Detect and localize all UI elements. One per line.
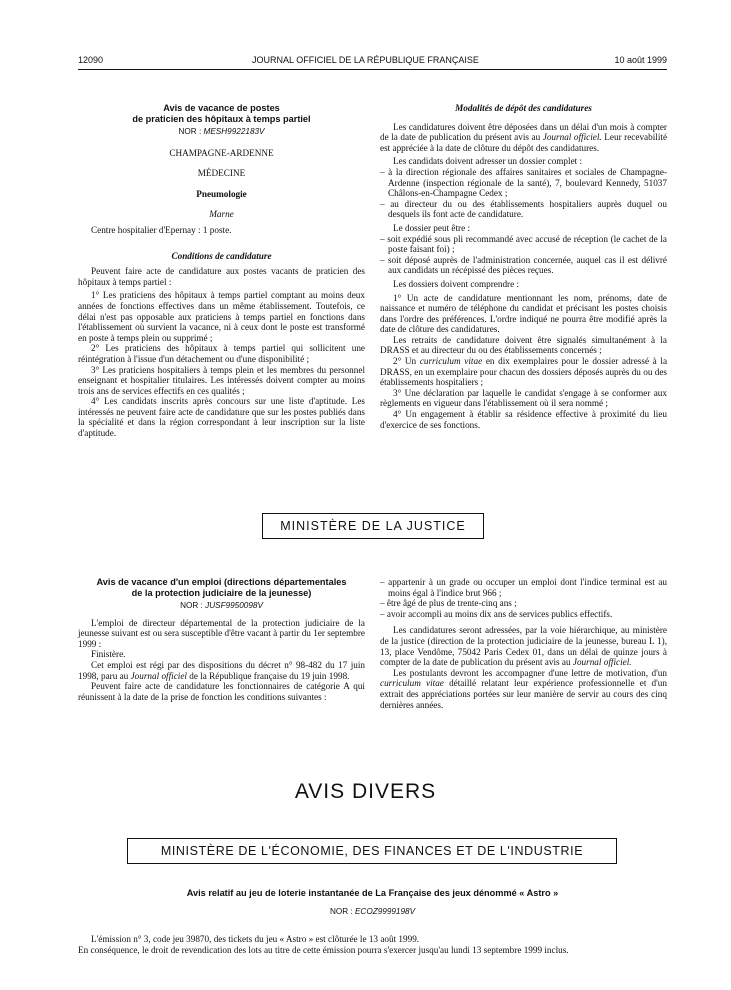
header-date: 10 août 1999 (614, 55, 667, 65)
emploi-condition-item: – appartenir à un grade ou occuper un emploi dont l'indice terminal est au moins égal à l'indice brut 966 ; (380, 577, 667, 598)
header-rule (78, 69, 667, 70)
avis-title-line1: Avis de vacance de postes (163, 103, 280, 113)
dossier-item-3: 3° Une déclaration par laquelle le candidat s'engage à se conformer aux règlements en vigueur dans l'établissement où il sera nommé ; (380, 387, 667, 409)
send-item: – soit expédié sous pli recommandé avec accusé de réception (le cachet de la poste faisant foi) ; (380, 234, 667, 255)
avis-emploi-section (78, 577, 365, 702)
emploi-decret: Cet emploi est régi par des dispositions du décret n° 98-482 du 17 juin 1998, paru au Journal officiel de la République française du 19 juin 1998. (78, 659, 365, 681)
condition-2: 2° Les praticiens des hôpitaux à temps partiel qui sollicitent une réintégration à l'issue d'un détachement ou d'une disponibilité ; (78, 343, 365, 364)
condition-1: 1° Les praticiens des hôpitaux à temps partiel comptant au moins deux années de fonctions effectives dans un même établissement. Toutefois, ce délai n'est pas opposable aux praticiens à temps partiel en fonctions dans l'établissement où survient la vacance, ni à ceux dont le poste est transformé en poste à temps plein ou supprimé ; (78, 290, 365, 343)
modalites-intro: Les candidatures doivent être déposées dans un délai d'un mois à compter de la date de publication du présent avis au Journal officiel. Leur recevabilité est appréciée à la date de clôture du dépôt des candidatures. (380, 121, 668, 153)
dossier-item-2: 2° Un curriculum vitae en dix exemplaires pour le dossier adressé à la DRASS, en un exemplaire pour chacun des dossiers déposés auprès du ou des établissements hospitaliers ; (380, 356, 668, 388)
nor-reference: NOR : MESH9922183V (178, 127, 265, 136)
emploi-conditions-intro: Peuvent faire acte de candidature les fonctionnaires de catégorie A qui réunissent à la date de la prise de fonction les conditions suivantes : (78, 681, 365, 702)
send-intro: Le dossier peut être : (393, 222, 471, 233)
page-number: 12090 (78, 55, 104, 65)
avis-emploi-title-line1: Avis de vacance d'un emploi (directions départementales (96, 577, 347, 587)
condition-3: 3° Les praticiens hospitaliers à temps plein et les membres du personnel enseignant et hospitalier titulaires. Les intéressés doivent compter au moins trois ans de services effectifs en ces qualités ; (78, 364, 365, 396)
address-item: – au directeur du ou des établissements hospitaliers auprès duquel ou desquels ils font acte de candidature. (380, 199, 667, 220)
astro-title: Avis relatif au jeu de loterie instantanée de La Française des jeux dénommé « Astro » (186, 888, 559, 898)
emploi-paragraph: L'emploi de directeur départemental de la protection judiciaire de la jeunesse suivant est ou sera susceptible d'être vacant à partir du 1er septembre 1999 : (78, 617, 365, 649)
discipline: MÉDECINE (197, 168, 246, 179)
emploi-postulants: Les postulants devront les accompagner d'une lettre de motivation, d'un curriculum vitae détaillé relatant leur expérience professionnelle et d'un extrait des appréciations portées sur leur manière de servir au cours des cinq dernières années. (380, 667, 667, 710)
astro-text (78, 934, 670, 955)
avis-praticien-section (78, 103, 365, 439)
ministere-justice-heading: MINISTÈRE DE LA JUSTICE (262, 513, 484, 539)
establishment: Centre hospitalier d'Epernay : 1 poste. (91, 224, 232, 235)
address-intro: Les candidats doivent adresser un dossier complet : (393, 156, 583, 167)
emploi-condition-item: – être âgé de plus de trente-cinq ans ; (380, 598, 667, 609)
astro-paragraph-1: L'émission n° 3, code jeu 39870, des tickets du jeu « Astro » est clôturée le 13 août 1999. (91, 934, 420, 944)
retraits-paragraph: Les retraits de candidature doivent être signalés simultanément à la DRASS et au directeur du ou des établissements concernés ; (380, 334, 667, 356)
journal-title: JOURNAL OFFICIEL DE LA RÉPUBLIQUE FRANÇAISE (252, 55, 479, 65)
emploi-condition-item: – avoir accompli au moins dix ans de services publics effectifs. (380, 609, 667, 620)
condition-intro: Peuvent faire acte de candidature aux postes vacants de praticien des hôpitaux à temps partiel : (78, 266, 365, 287)
emploi-candidatures: Les candidatures seront adressées, par la voie hiérarchique, au ministère de la justice (direction de la protection judiciaire de la jeunesse, bureau L 1), 13, place Vendôme, 75042 Paris Cedex 01, dans un délai de quinze jours à compter de la date de publication du présent avis au Journal officiel. (380, 625, 667, 668)
emploi-location: Finistère. (91, 649, 126, 660)
send-item: – soit déposé auprès de l'administration concernée, auquel cas il est délivré aux candidats un récépissé des pièces reçues. (380, 255, 667, 276)
condition-4: 4° Les candidats inscrits après concours sur une liste d'aptitude. Les intéressés ne peuvent faire acte de candidature que sur les postes publiés dans la spécialité et dans la région correspondant à leur inscription sur la liste d'aptitude. (78, 396, 365, 439)
astro-paragraph-2: En conséquence, le droit de revendication des lots au titre de cette émission pourra s'exercer jusqu'au lundi 13 septembre 1999 inclus. (78, 944, 569, 955)
avis-title-line2: de praticien des hôpitaux à temps partiel (132, 113, 311, 124)
nor-reference: NOR : JUSF9950098V (180, 601, 263, 610)
avis-emploi-title-line2: de la protection judiciaire de la jeunesse) (131, 587, 312, 598)
dossier-item-1: 1° Un acte de candidature mentionnant les nom, prénoms, date de naissance et numéro de téléphone du candidat et précisant les postes choisis dans l'ordre des préférences. L'ordre indiqué ne pourra être modifié après la date de clôture des candidatures. (380, 292, 667, 335)
content-intro: Les dossiers doivent comprendre : (393, 278, 520, 289)
dossier-item-4: 4° Un engagement à établir sa résidence effective à proximité du lieu d'exercice de ses fonctions. (380, 409, 667, 430)
nor-reference: NOR : ECOZ9999198V (329, 907, 416, 916)
modalites-section (380, 103, 667, 430)
region: CHAMPAGNE-ARDENNE (169, 147, 274, 158)
specialty: Pneumologie (196, 188, 247, 199)
modalites-heading: Modalités de dépôt des candidatures (455, 103, 592, 113)
avis-divers-heading: AVIS DIVERS (294, 780, 437, 803)
address-item: – à la direction régionale des affaires sanitaires et sociales de Champagne-Ardenne (inspection régionale de la santé), 7, boulevard Kennedy, 51037 Châlons-en-Champagne Cedex ; (380, 167, 667, 199)
department: Marne (209, 209, 234, 220)
conditions-heading: Conditions de candidature (171, 250, 272, 261)
avis-emploi-continued (380, 577, 667, 710)
ministere-economie-heading: MINISTÈRE DE L'ÉCONOMIE, DES FINANCES ET DE L'INDUSTRIE (127, 838, 617, 864)
